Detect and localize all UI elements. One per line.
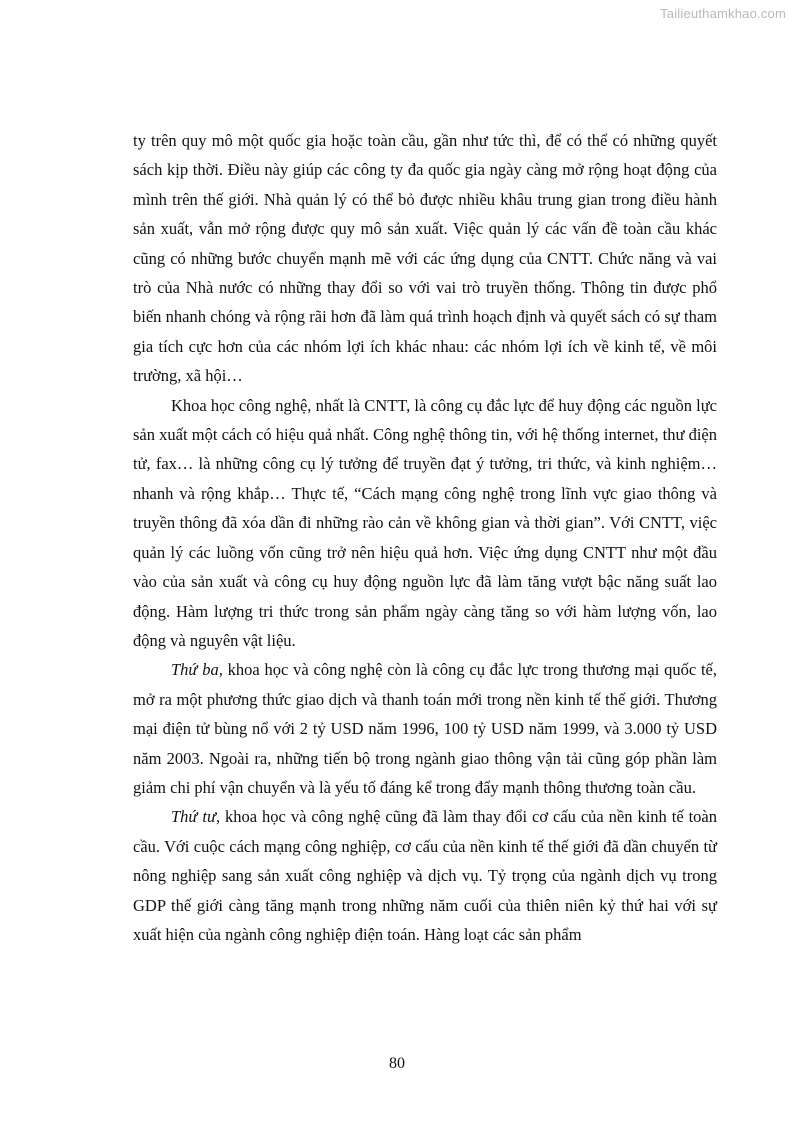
watermark-text: Tailieuthamkhao.com — [660, 6, 786, 21]
paragraph-technology-resources: Khoa học công nghệ, nhất là CNTT, là công cụ đắc lực để huy động các nguồn lực sản xuất một cách có hiệu quả nhất. Công nghệ thông tin, với hệ thống internet, thư điện tử, fax… là những công cụ lý tưởng để truyền đạt ý tưởng, tri thức, và kinh nghiệm… nhanh và rộng khắp… Thực tế, “Cách mạng công nghệ trong lĩnh vực giao thông và truyền thông đã xóa dần đi những rào cản về không gian và thời gian”. Với CNTT, việc quản lý các luồng vốn cũng trở nên hiệu quả hơn. Việc ứng dụng CNTT như một đầu vào của sản xuất và công cụ huy động nguồn lực đã làm tăng vượt bậc năng suất lao động. Hàm lượng tri thức trong sản phẩm ngày càng tăng so với hàm lượng vốn, lao động và nguyên vật liệu. — [133, 395, 717, 650]
paragraph-body-fourth: khoa học và công nghệ cũng đã làm thay đổi cơ cấu của nền kinh tế toàn cầu. Với cuộc cách mạng công nghiệp, cơ cấu của nền kinh tế thế giới đã dần chuyển từ nông nghiệp sang sản xuất công nghiệp và dịch vụ. Tỷ trọng của ngành dịch vụ trong GDP thế giới càng tăng mạnh trong những năm cuối của thiên niên kỷ thứ hai với sự xuất hiện của ngành công nghiệp điện toán. Hàng loạt các sản phẩm — [133, 807, 717, 944]
paragraph-third-point — [133, 655, 717, 802]
paragraph-fourth-point — [133, 802, 717, 949]
document-body — [133, 126, 717, 949]
paragraph-continuation: ty trên quy mô một quốc gia hoặc toàn cầu, gần như tức thì, để có thể có những quyết sách kịp thời. Điều này giúp các công ty đa quốc gia ngày càng mở rộng hoạt động của mình trên thế giới. Nhà quản lý có thể bỏ được nhiều khâu trung gian trong điều hành sản xuất, vẫn mở rộng được quy mô sản xuất. Việc quản lý các vấn đề toàn cầu khác cũng có những bước chuyển mạnh mẽ với các ứng dụng của CNTT. Chức năng và vai trò của Nhà nước có những thay đổi so với vai trò truyền thống. Thông tin được phổ biến nhanh chóng và rộng rãi hơn đã làm quá trình hoạch định và quyết sách có sự tham gia tích cực hơn của các nhóm lợi ích khác nhau: các nhóm lợi ích về kinh tế, về môi trường, xã hội… — [133, 131, 717, 386]
paragraph-lead-third: Thứ ba, — [171, 660, 223, 680]
paragraph-body-third: khoa học và công nghệ còn là công cụ đắc lực trong thương mại quốc tế, mở ra một phương thức giao dịch và thanh toán mới trong nền kinh tế thế giới. Thương mại điện tử bùng nổ với 2 tỷ USD năm 1996, 100 tỷ USD năm 1999, và 3.000 tỷ USD năm 2003. Ngoài ra, những tiến bộ trong ngành giao thông vận tải cũng góp phần làm giảm chi phí vận chuyển và là yếu tố đáng kể trong đẩy mạnh thông thương toàn cầu. — [133, 660, 717, 797]
page-number: 80 — [389, 1055, 405, 1072]
paragraph-lead-fourth: Thứ tư, — [171, 807, 221, 827]
